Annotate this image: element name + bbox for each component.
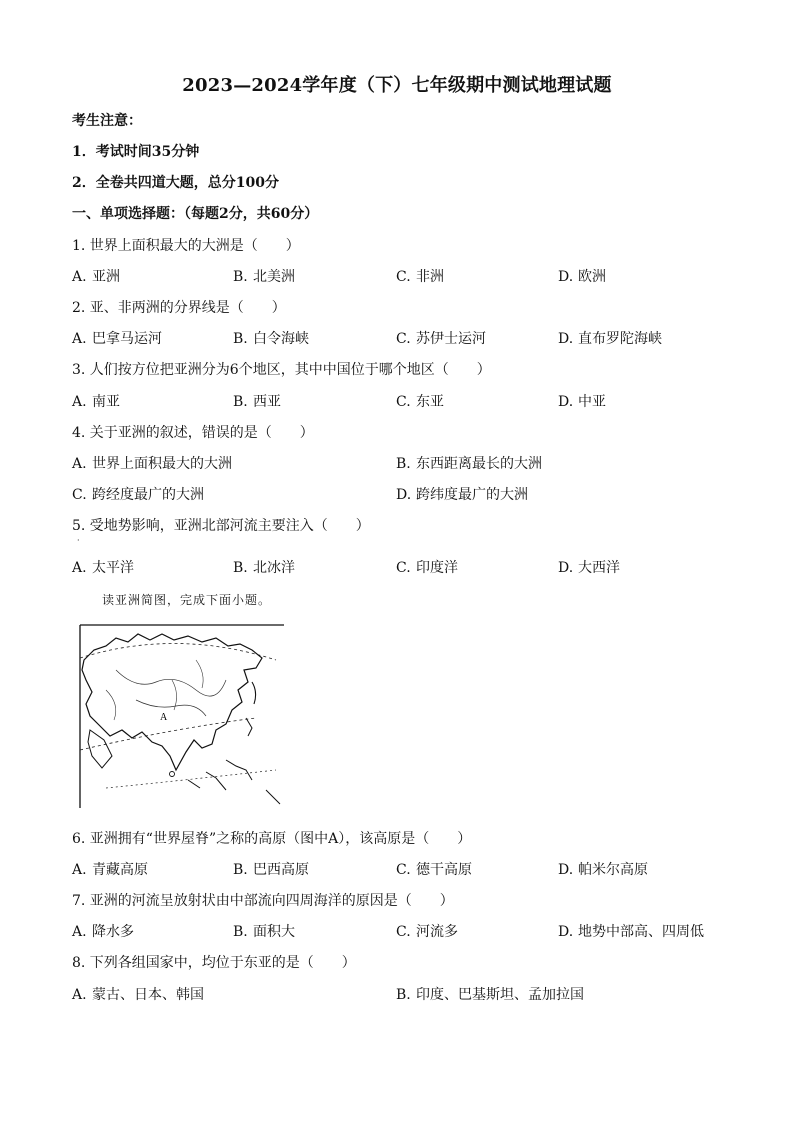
question-stem: 3. 人们按方位把亚洲分为6个地区，其中中国位于哪个地区（ ） [72,362,491,378]
question-stem: 5. 受地势影响，亚洲北部河流主要注入（ ） [72,518,370,534]
option: A. 青藏高原 [72,862,148,878]
notice-item: 2．全卷共四道大题，总分100分 [72,175,279,191]
notice-heading: 考生注意： [72,113,142,129]
option: B. 北冰洋 [233,560,295,576]
question-stem: 8. 下列各组国家中，均位于东亚的是（ ） [72,955,356,971]
stray-mark: · [77,536,80,545]
option: B. 北美洲 [233,269,295,285]
option: C. 东亚 [396,394,444,410]
option: B. 面积大 [233,924,295,940]
map-caption: 读亚洲简图，完成下面小题。 [102,593,272,607]
page-title: 2023—2024学年度（下）七年级期中测试地理试题 [182,75,612,96]
option: D. 帕米尔高原 [558,862,648,878]
map-label-a: A [160,712,168,723]
option: D. 直布罗陀海峡 [558,331,662,347]
question-stem: 4. 关于亚洲的叙述，错误的是（ ） [72,425,314,441]
asia-map [76,620,286,810]
option: B. 白令海峡 [233,331,309,347]
option: B. 东西距离最长的大洲 [396,456,542,472]
option: A. 蒙古、日本、韩国 [72,987,204,1003]
option: B. 巴西高原 [233,862,309,878]
option: C. 非洲 [396,269,444,285]
option: D. 跨纬度最广的大洲 [396,487,528,503]
option: C. 德干高原 [396,862,472,878]
section-heading: 一、单项选择题：（每题2分，共60分） [72,206,319,222]
option: A. 南亚 [72,394,120,410]
question-stem: 1. 世界上面积最大的大洲是（ ） [72,238,300,254]
notice-item: 1．考试时间35分钟 [72,144,200,160]
question-stem: 7. 亚洲的河流呈放射状由中部流向四周海洋的原因是（ ） [72,893,454,909]
option: A. 亚洲 [72,269,120,285]
option: D. 地势中部高、四周低 [558,924,704,940]
option: C. 跨经度最广的大洲 [72,487,204,503]
option: C. 印度洋 [396,560,458,576]
option: D. 大西洋 [558,560,620,576]
option: D. 欧洲 [558,269,606,285]
asia-map-graphic [76,620,286,810]
option: D. 中亚 [558,394,606,410]
question-stem: 6. 亚洲拥有“世界屋脊”之称的高原（图中A），该高原是（ ） [72,831,472,847]
option: A. 太平洋 [72,560,134,576]
option: A. 世界上面积最大的大洲 [72,456,232,472]
option: A. 降水多 [72,924,134,940]
option: C. 苏伊士运河 [396,331,486,347]
question-stem: 2. 亚、非两洲的分界线是（ ） [72,300,286,316]
option: A. 巴拿马运河 [72,331,162,347]
option: C. 河流多 [396,924,458,940]
option: B. 印度、巴基斯坦、孟加拉国 [396,987,584,1003]
option: B. 西亚 [233,394,281,410]
